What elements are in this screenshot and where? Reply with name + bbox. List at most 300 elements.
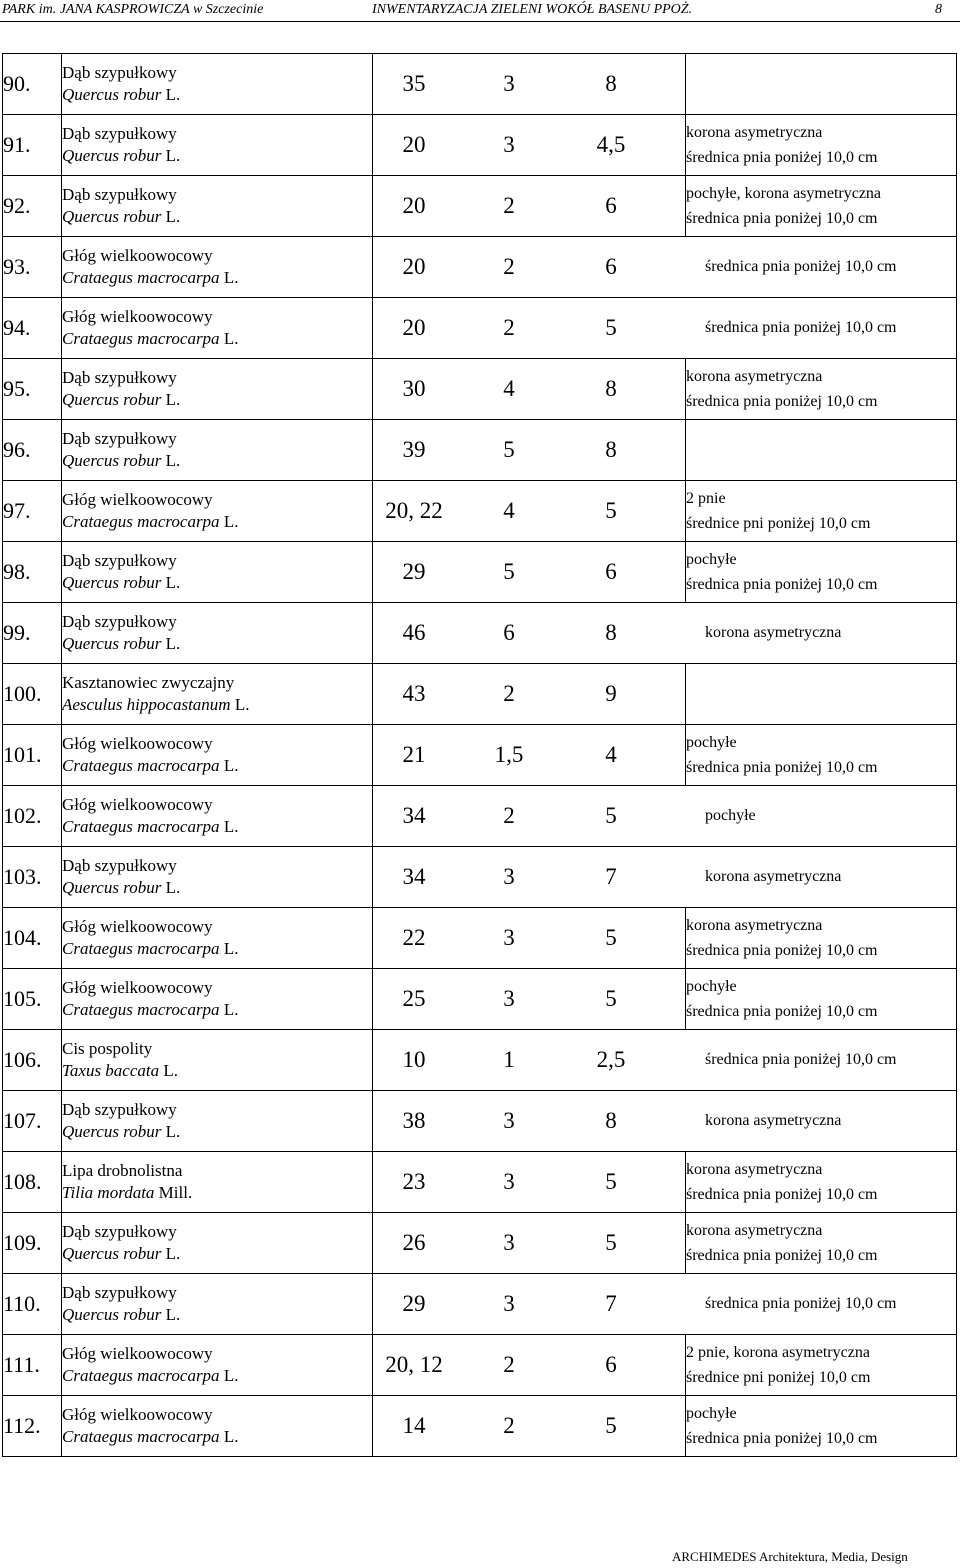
measurements-cell <box>373 54 686 115</box>
species-latin-name: Quercus robur <box>62 573 162 592</box>
table-row <box>3 481 957 542</box>
trunk-circumference: 30 <box>402 376 426 401</box>
species-cell <box>62 420 373 481</box>
measurements-cell <box>373 542 686 603</box>
species-author: L. <box>165 634 181 653</box>
species-latin-line <box>62 755 372 777</box>
species-latin-line <box>62 1304 372 1326</box>
table-row <box>3 1396 957 1457</box>
trunk-circumference: 26 <box>402 1230 426 1255</box>
species-polish-name: Dąb szypułkowy <box>62 856 177 875</box>
species-cell <box>62 1152 373 1213</box>
measurements-cell <box>373 847 842 908</box>
measurements-cell <box>373 603 842 664</box>
species-polish-name: Głóg wielkoowocowy <box>62 795 213 814</box>
species-latin-line <box>62 1243 372 1265</box>
tree-height: 5 <box>503 559 515 584</box>
species-polish-name: Kasztanowiec zwyczajny <box>62 673 235 692</box>
species-cell <box>62 542 373 603</box>
species-author: L. <box>234 695 250 714</box>
species-latin-line <box>62 1060 372 1082</box>
tree-number: 98. <box>3 542 62 603</box>
species-polish-name: Głóg wielkoowocowy <box>62 734 213 753</box>
table-row <box>3 115 957 176</box>
remark-line: korona asymetryczna <box>686 917 823 934</box>
trunk-circumference: 20 <box>402 193 426 218</box>
remarks-cell <box>686 664 957 725</box>
tree-number: 101. <box>3 725 62 786</box>
tree-number: 112. <box>3 1396 62 1457</box>
tree-number: 104. <box>3 908 62 969</box>
remarks-cell <box>686 481 957 542</box>
tree-number: 90. <box>3 54 62 115</box>
table-row <box>3 1274 957 1335</box>
species-latin-name: Crataegus macrocarpa <box>62 817 220 836</box>
crown-diameter: 7 <box>605 864 617 889</box>
species-latin-name: Quercus robur <box>62 451 162 470</box>
species-author: L. <box>165 451 181 470</box>
crown-diameter: 5 <box>605 1413 617 1438</box>
crown-diameter: 6 <box>605 1352 617 1377</box>
species-latin-name: Crataegus macrocarpa <box>62 1000 220 1019</box>
tree-number: 103. <box>3 847 62 908</box>
trunk-circumference: 20 <box>402 315 426 340</box>
remark-inline: korona asymetryczna <box>705 868 842 885</box>
trunk-circumference: 38 <box>402 1108 426 1133</box>
remark-line: średnica pnia poniżej 10,0 cm <box>686 1430 878 1447</box>
tree-number: 102. <box>3 786 62 847</box>
species-author: L. <box>223 512 239 531</box>
species-author: L. <box>163 1061 179 1080</box>
trunk-circumference: 20, 22 <box>385 498 443 523</box>
remark-line: pochyłe <box>686 734 737 751</box>
trunk-circumference: 20 <box>402 254 426 279</box>
trunk-circumference: 10 <box>402 1047 426 1072</box>
species-polish-name: Dąb szypułkowy <box>62 63 177 82</box>
species-latin-name: Quercus robur <box>62 390 162 409</box>
remark-line: korona asymetryczna <box>686 1161 823 1178</box>
table-row <box>3 847 957 908</box>
tree-height: 2 <box>503 803 515 828</box>
tree-number: 108. <box>3 1152 62 1213</box>
species-author: L. <box>165 1244 181 1263</box>
table-row <box>3 1152 957 1213</box>
tree-number: 96. <box>3 420 62 481</box>
tree-height: 3 <box>503 1169 515 1194</box>
inventory-table-body <box>3 54 957 1457</box>
species-cell <box>62 237 373 298</box>
tree-number: 106. <box>3 1030 62 1091</box>
tree-height: 2 <box>503 681 515 706</box>
table-row <box>3 664 957 725</box>
species-cell <box>62 1274 373 1335</box>
trunk-circumference: 20, 12 <box>385 1352 443 1377</box>
remark-inline: korona asymetryczna <box>705 1112 842 1129</box>
crown-diameter: 5 <box>605 925 617 950</box>
tree-height: 2 <box>503 1352 515 1377</box>
tree-number: 95. <box>3 359 62 420</box>
species-polish-name: Głóg wielkoowocowy <box>62 490 213 509</box>
species-author: L. <box>223 939 239 958</box>
remarks-cell <box>686 725 957 786</box>
measurements-cell <box>373 664 686 725</box>
species-latin-name: Quercus robur <box>62 878 162 897</box>
species-cell <box>62 1396 373 1457</box>
remark-line: pochyłe <box>686 551 737 568</box>
species-latin-line <box>62 694 372 716</box>
species-cell <box>62 1213 373 1274</box>
species-polish-name: Dąb szypułkowy <box>62 612 177 631</box>
crown-diameter: 5 <box>605 498 617 523</box>
species-cell <box>62 481 373 542</box>
remarks-cell <box>686 54 957 115</box>
measurements-cell <box>373 725 686 786</box>
species-latin-name: Crataegus macrocarpa <box>62 512 220 531</box>
species-latin-name: Aesculus hippocastanum <box>62 695 231 714</box>
trunk-circumference: 39 <box>402 437 426 462</box>
species-cell <box>62 725 373 786</box>
page-number: 8 <box>935 2 942 17</box>
remark-line: średnice pni poniżej 10,0 cm <box>686 1369 871 1386</box>
table-row <box>3 420 957 481</box>
remarks-cell <box>686 908 957 969</box>
trunk-circumference: 35 <box>402 71 426 96</box>
table-row <box>3 1213 957 1274</box>
tree-height: 1 <box>503 1047 515 1072</box>
trunk-circumference: 25 <box>402 986 426 1011</box>
tree-number: 99. <box>3 603 62 664</box>
species-cell <box>62 969 373 1030</box>
measurements-cell <box>373 298 897 359</box>
table-row <box>3 542 957 603</box>
species-polish-name: Głóg wielkoowocowy <box>62 917 213 936</box>
remark-inline: średnica pnia poniżej 10,0 cm <box>705 319 897 336</box>
crown-diameter: 5 <box>605 1169 617 1194</box>
crown-diameter: 8 <box>605 1108 617 1133</box>
trunk-circumference: 22 <box>402 925 426 950</box>
table-row <box>3 298 957 359</box>
measurements-cell <box>373 1396 686 1457</box>
remarks-cell <box>686 1335 957 1396</box>
species-latin-name: Crataegus macrocarpa <box>62 1366 220 1385</box>
species-cell <box>62 603 373 664</box>
tree-number: 94. <box>3 298 62 359</box>
species-latin-line <box>62 938 372 960</box>
measurements-cell <box>373 1335 686 1396</box>
species-latin-name: Tilia mordata <box>62 1183 155 1202</box>
trunk-circumference: 34 <box>402 864 426 889</box>
trunk-circumference: 29 <box>402 559 426 584</box>
species-cell <box>62 1335 373 1396</box>
species-latin-name: Quercus robur <box>62 634 162 653</box>
crown-diameter: 9 <box>605 681 617 706</box>
species-latin-line <box>62 328 372 350</box>
remarks-cell <box>686 1213 957 1274</box>
species-author: L. <box>223 1427 239 1446</box>
tree-number: 109. <box>3 1213 62 1274</box>
remark-inline: średnica pnia poniżej 10,0 cm <box>705 1295 897 1312</box>
species-latin-line <box>62 84 372 106</box>
species-polish-name: Dąb szypułkowy <box>62 1100 177 1119</box>
species-author: L. <box>223 756 239 775</box>
species-polish-name: Głóg wielkoowocowy <box>62 246 213 265</box>
species-author: L. <box>223 268 239 287</box>
crown-diameter: 8 <box>605 71 617 96</box>
tree-height: 2 <box>503 254 515 279</box>
tree-height: 3 <box>503 1230 515 1255</box>
crown-diameter: 8 <box>605 376 617 401</box>
measurements-cell <box>373 1213 686 1274</box>
species-author: L. <box>223 1000 239 1019</box>
inventory-table <box>2 53 957 1457</box>
measurements-cell <box>373 908 686 969</box>
remark-line: 2 pnie, korona asymetryczna <box>686 1344 870 1361</box>
tree-height: 3 <box>503 864 515 889</box>
species-author: Mill. <box>158 1183 193 1202</box>
species-author: L. <box>165 390 181 409</box>
species-latin-line <box>62 572 372 594</box>
measurements-cell <box>373 420 686 481</box>
table-row <box>3 1091 957 1152</box>
page-header <box>0 0 960 22</box>
species-polish-name: Dąb szypułkowy <box>62 429 177 448</box>
species-latin-line <box>62 511 372 533</box>
crown-diameter: 6 <box>605 254 617 279</box>
species-latin-line <box>62 1182 372 1204</box>
remark-line: korona asymetryczna <box>686 124 823 141</box>
measurements-cell <box>373 1091 842 1152</box>
table-row <box>3 237 957 298</box>
remark-line: średnica pnia poniżej 10,0 cm <box>686 149 878 166</box>
table-row <box>3 54 957 115</box>
remark-line: pochyłe <box>686 978 737 995</box>
trunk-circumference: 23 <box>402 1169 426 1194</box>
crown-diameter: 8 <box>605 620 617 645</box>
trunk-circumference: 20 <box>402 132 426 157</box>
remark-line: średnica pnia poniżej 10,0 cm <box>686 393 878 410</box>
crown-diameter: 5 <box>605 803 617 828</box>
measurements-cell <box>373 115 686 176</box>
crown-diameter: 6 <box>605 193 617 218</box>
crown-diameter: 7 <box>605 1291 617 1316</box>
species-author: L. <box>165 1305 181 1324</box>
remark-line: pochyłe <box>686 1405 737 1422</box>
species-author: L. <box>223 1366 239 1385</box>
tree-number: 92. <box>3 176 62 237</box>
tree-number: 105. <box>3 969 62 1030</box>
species-cell <box>62 908 373 969</box>
species-latin-line <box>62 877 372 899</box>
species-latin-line <box>62 389 372 411</box>
tree-height: 4 <box>503 376 515 401</box>
species-cell <box>62 115 373 176</box>
measurements-cell <box>373 1030 897 1091</box>
species-polish-name: Cis pospolity <box>62 1039 153 1058</box>
trunk-circumference: 34 <box>402 803 426 828</box>
species-author: L. <box>165 146 181 165</box>
species-latin-line <box>62 450 372 472</box>
table-row <box>3 1335 957 1396</box>
trunk-circumference: 14 <box>402 1413 426 1438</box>
crown-diameter: 5 <box>605 986 617 1011</box>
remark-line: średnica pnia poniżej 10,0 cm <box>686 1003 878 1020</box>
table-row <box>3 1030 957 1091</box>
species-latin-name: Quercus robur <box>62 1122 162 1141</box>
species-cell <box>62 664 373 725</box>
tree-height: 3 <box>503 1108 515 1133</box>
crown-diameter: 6 <box>605 559 617 584</box>
species-latin-name: Quercus robur <box>62 85 162 104</box>
remarks-cell <box>686 420 957 481</box>
species-polish-name: Głóg wielkoowocowy <box>62 1405 213 1424</box>
species-polish-name: Dąb szypułkowy <box>62 368 177 387</box>
tree-height: 2 <box>503 1413 515 1438</box>
tree-height: 3 <box>503 925 515 950</box>
table-row <box>3 786 957 847</box>
species-latin-line <box>62 206 372 228</box>
species-author: L. <box>223 817 239 836</box>
measurements-cell <box>373 786 756 847</box>
crown-diameter: 8 <box>605 437 617 462</box>
species-polish-name: Dąb szypułkowy <box>62 124 177 143</box>
species-polish-name: Dąb szypułkowy <box>62 1283 177 1302</box>
measurements-cell <box>373 359 686 420</box>
remark-line: średnica pnia poniżej 10,0 cm <box>686 210 878 227</box>
trunk-circumference: 46 <box>402 620 426 645</box>
species-latin-line <box>62 999 372 1021</box>
measurements-cell <box>373 176 686 237</box>
species-author: L. <box>165 207 181 226</box>
species-author: L. <box>165 573 181 592</box>
footer-company: ARCHIMEDES Architektura, Media, Design <box>672 1549 908 1564</box>
species-latin-line <box>62 633 372 655</box>
species-cell <box>62 1091 373 1152</box>
remarks-cell <box>686 542 957 603</box>
species-latin-name: Crataegus macrocarpa <box>62 329 220 348</box>
remark-line: średnica pnia poniżej 10,0 cm <box>686 1186 878 1203</box>
species-cell <box>62 847 373 908</box>
tree-number: 110. <box>3 1274 62 1335</box>
remark-line: korona asymetryczna <box>686 368 823 385</box>
remark-line: średnica pnia poniżej 10,0 cm <box>686 942 878 959</box>
species-latin-line <box>62 145 372 167</box>
species-latin-name: Taxus baccata <box>62 1061 160 1080</box>
species-author: L. <box>165 878 181 897</box>
header-document-title: INWENTARYZACJA ZIELENI WOKÓŁ BASENU PPOŻ. <box>372 2 693 17</box>
trunk-circumference: 21 <box>402 742 426 767</box>
crown-diameter: 4,5 <box>596 132 626 157</box>
measurements-cell <box>373 481 686 542</box>
measurements-cell <box>373 1152 686 1213</box>
tree-height: 6 <box>503 620 515 645</box>
tree-number: 111. <box>3 1335 62 1396</box>
remarks-cell <box>686 1396 957 1457</box>
species-cell <box>62 359 373 420</box>
species-author: L. <box>223 329 239 348</box>
species-polish-name: Lipa drobnolistna <box>62 1161 183 1180</box>
tree-height: 3 <box>503 986 515 1011</box>
tree-number: 93. <box>3 237 62 298</box>
remarks-cell <box>686 359 957 420</box>
species-latin-line <box>62 1426 372 1448</box>
species-cell <box>62 54 373 115</box>
header-park-name: PARK im. JANA KASPROWICZA w Szczecinie <box>2 2 264 17</box>
table-row <box>3 176 957 237</box>
species-cell <box>62 176 373 237</box>
header-rule <box>0 21 960 22</box>
table-row <box>3 359 957 420</box>
species-cell <box>62 298 373 359</box>
remark-inline: pochyłe <box>705 807 756 824</box>
remarks-cell <box>686 1152 957 1213</box>
species-latin-name: Crataegus macrocarpa <box>62 939 220 958</box>
species-latin-name: Quercus robur <box>62 146 162 165</box>
tree-number: 107. <box>3 1091 62 1152</box>
table-row <box>3 725 957 786</box>
remark-line: korona asymetryczna <box>686 1222 823 1239</box>
tree-number: 91. <box>3 115 62 176</box>
table-row <box>3 969 957 1030</box>
remark-inline: średnica pnia poniżej 10,0 cm <box>705 1051 897 1068</box>
crown-diameter: 4 <box>605 742 617 767</box>
remark-line: średnica pnia poniżej 10,0 cm <box>686 576 878 593</box>
species-polish-name: Głóg wielkoowocowy <box>62 978 213 997</box>
table-row <box>3 908 957 969</box>
species-polish-name: Głóg wielkoowocowy <box>62 307 213 326</box>
species-polish-name: Głóg wielkoowocowy <box>62 1344 213 1363</box>
species-polish-name: Dąb szypułkowy <box>62 185 177 204</box>
crown-diameter: 5 <box>605 1230 617 1255</box>
species-cell <box>62 1030 373 1091</box>
species-latin-name: Crataegus macrocarpa <box>62 756 220 775</box>
remark-line: średnice pni poniżej 10,0 cm <box>686 515 871 532</box>
tree-height: 1,5 <box>494 742 524 767</box>
remark-line: średnica pnia poniżej 10,0 cm <box>686 759 878 776</box>
species-cell <box>62 786 373 847</box>
tree-height: 4 <box>503 498 515 523</box>
tree-height: 2 <box>503 193 515 218</box>
measurements-cell <box>373 969 686 1030</box>
tree-number: 97. <box>3 481 62 542</box>
tree-height: 5 <box>503 437 515 462</box>
crown-diameter: 2,5 <box>596 1047 626 1072</box>
tree-height: 2 <box>503 315 515 340</box>
species-author: L. <box>165 1122 181 1141</box>
species-latin-name: Crataegus macrocarpa <box>62 1427 220 1446</box>
species-author: L. <box>165 85 181 104</box>
species-latin-name: Quercus robur <box>62 1305 162 1324</box>
species-polish-name: Dąb szypułkowy <box>62 551 177 570</box>
tree-height: 3 <box>503 71 515 96</box>
species-latin-name: Quercus robur <box>62 207 162 226</box>
remark-inline: korona asymetryczna <box>705 624 842 641</box>
tree-number: 100. <box>3 664 62 725</box>
species-latin-name: Quercus robur <box>62 1244 162 1263</box>
remarks-cell <box>686 176 957 237</box>
tree-height: 3 <box>503 1291 515 1316</box>
species-latin-line <box>62 816 372 838</box>
remark-inline: średnica pnia poniżej 10,0 cm <box>705 258 897 275</box>
species-latin-line <box>62 1365 372 1387</box>
trunk-circumference: 43 <box>402 681 426 706</box>
crown-diameter: 5 <box>605 315 617 340</box>
tree-height: 3 <box>503 132 515 157</box>
measurements-cell <box>373 1274 897 1335</box>
table-row <box>3 603 957 664</box>
trunk-circumference: 29 <box>402 1291 426 1316</box>
remarks-cell <box>686 969 957 1030</box>
species-polish-name: Dąb szypułkowy <box>62 1222 177 1241</box>
